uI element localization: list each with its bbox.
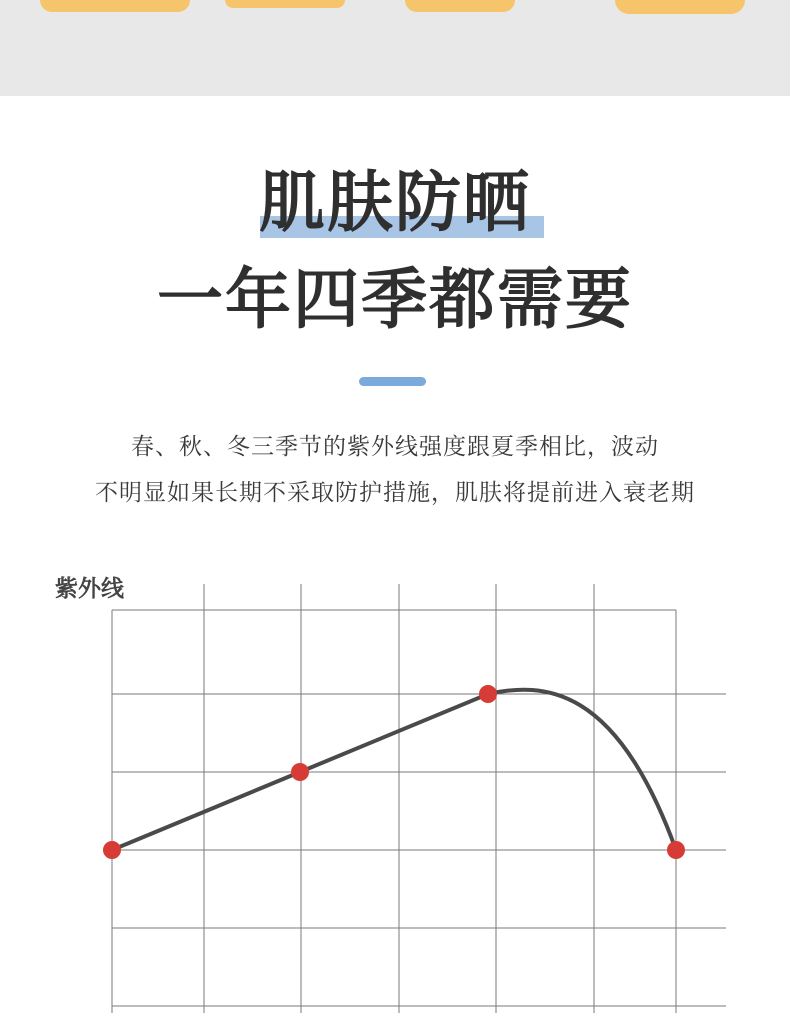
description-line-1: 春、秋、冬三季节的紫外线强度跟夏季相比，波动 bbox=[131, 434, 659, 460]
data-point bbox=[103, 841, 121, 859]
data-point bbox=[667, 841, 685, 859]
chart-grid bbox=[112, 584, 726, 1013]
page-title: 肌肤防晒 bbox=[259, 164, 531, 241]
series-line bbox=[112, 690, 676, 850]
y-axis-label: 紫外线 bbox=[55, 576, 124, 602]
page-subtitle: 一年四季都需要 bbox=[157, 261, 633, 338]
data-point bbox=[291, 763, 309, 781]
description-line-2: 不明显如果长期不采取防护措施，肌肤将提前进入衰老期 bbox=[95, 480, 695, 506]
data-point bbox=[479, 685, 497, 703]
